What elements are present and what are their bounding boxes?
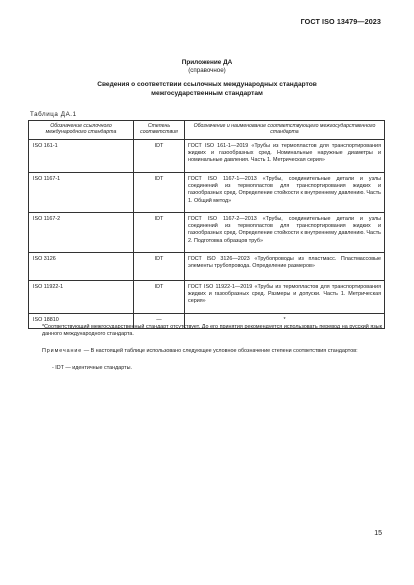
table-row [29,280,385,313]
annex-heading: Сведения о соответствии ссылочных международных стандартов межгосударственным стандартам [97,81,317,97]
table-row [29,139,385,172]
cell-standard: ISO 11922-1 [29,280,134,313]
cell-standard: ISO 161-1 [29,139,134,172]
table-header-row [29,121,385,140]
cell-national: ГОСТ ISO 161-1—2019 «Трубы из термопластов для транспортирования жидких и газообразных сред. Номинальные наружные диаметры и номинальные давления. Часть 1. Метрическая серия» [185,139,385,172]
table-footnote: *Соответствующий межгосударственный стандарт отсутствует. До его принятия рекомендуется использовать перевод на русский язык данного международного стандарта. [42,324,382,338]
note-item: - IDT — идентичные стандарты. [52,365,132,371]
correspondence-table [28,120,385,329]
table-note [42,348,382,355]
cell-national: ГОСТ ISO 3126—2023 «Трубопроводы из пластмасс. Пластмассовые элементы трубопровода. Определение размеров» [185,252,385,280]
table-row [29,252,385,280]
cell-degree: IDT [134,172,185,212]
note-text: — В настоящей таблице использовано следующее условное обозначение степени соответствия стандартов: [83,348,358,354]
cell-standard: ISO 1167-2 [29,212,134,252]
header-national-standard: Обозначение и наименование соответствующего межгосударственного стандарта [185,121,385,140]
cell-national: ГОСТ ISO 1167-2—2013 «Трубы, соединительные детали и узлы соединений из термопластов для транспортирования жидких и газообразных сред. Определение стойкости к внутреннему давлению. Часть 2. Подготовка образцов труб» [185,212,385,252]
note-label: Примечание [42,348,83,354]
table-row [29,212,385,252]
annex-title: Приложение ДА [181,59,233,66]
cell-national: * [185,313,385,328]
page-number: 15 [374,530,382,537]
header-international-standard: Обозначение ссылочного международного стандарта [29,121,134,140]
table-caption: Таблица ДА.1 [30,111,77,118]
cell-national: ГОСТ ISO 11922-1—2019 «Трубы из термопластов для транспортирования жидких и газообразных сред. Размеры и допуски. Часть 1. Метрическая серия» [185,280,385,313]
cell-degree: IDT [134,280,185,313]
header-degree: Степень соответствия [134,121,185,140]
cell-national: ГОСТ ISO 1167-1—2013 «Трубы, соединительные детали и узлы соединений из термопластов для транспортирования жидких и газообразных сред. Определение стойкости к внутреннему давлению. Часть 1. Общий метод» [185,172,385,212]
cell-degree: — [134,313,185,328]
table-row [29,172,385,212]
correspondence-table-wrap [28,120,384,329]
cell-degree: IDT [134,212,185,252]
document-id: ГОСТ ISO 13479—2023 [300,17,381,26]
annex-subtitle: (справочное) [188,67,226,74]
cell-standard: ISO 3126 [29,252,134,280]
cell-degree: IDT [134,252,185,280]
cell-degree: IDT [134,139,185,172]
cell-standard: ISO 18810 [29,313,134,328]
cell-standard: ISO 1167-1 [29,172,134,212]
